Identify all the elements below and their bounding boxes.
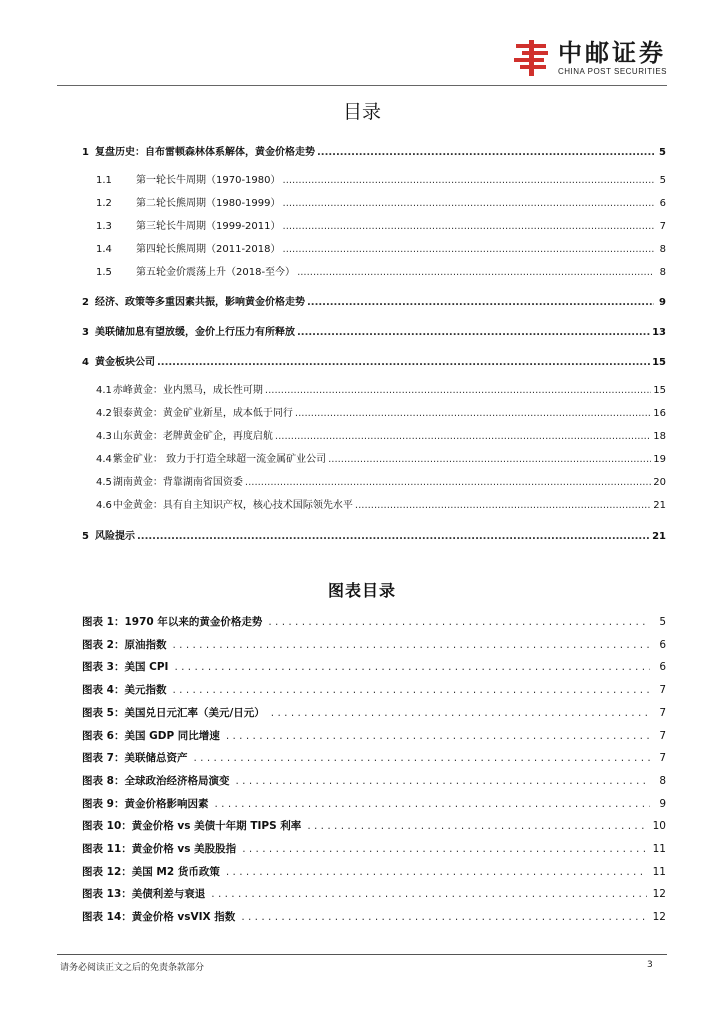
toc-entry-number: 4.3 — [96, 431, 112, 442]
toc-entry[interactable] — [82, 381, 666, 396]
figure-entry-page: 7 — [659, 684, 666, 696]
figure-leader-dots — [211, 888, 646, 900]
toc-entry-number: 1.4 — [96, 244, 112, 255]
figure-entry-label: 图表 1：1970 年以来的黄金价格走势 — [82, 616, 263, 628]
toc-entry-label: 第一轮长牛周期（1970-1980） — [136, 175, 281, 186]
footer-disclaimer: 请务必阅读正文之后的免责条款部分 — [60, 963, 205, 973]
toc-entry-page: 15 — [652, 357, 666, 368]
toc-entry-label: 第二轮长熊周期（1980-1999） — [136, 198, 281, 209]
toc-entry-number: 1 — [82, 147, 89, 158]
toc-title: 目录 — [342, 101, 381, 123]
brand-name-cn: 中邮证券 — [557, 39, 666, 67]
figure-entry[interactable] — [82, 909, 666, 924]
figure-leader-dots — [226, 730, 650, 742]
figure-leader-dots — [242, 843, 646, 855]
toc-entry-page: 6 — [659, 198, 666, 209]
figure-entry[interactable] — [82, 705, 666, 720]
page-header — [0, 0, 724, 90]
figure-entry[interactable] — [82, 614, 666, 629]
figure-entry[interactable] — [82, 750, 666, 765]
toc-entry-label: 经济、政策等多重因素共振，影响黄金价格走势 — [94, 297, 305, 308]
toc-entry-label: 中金黄金：具有自主知识产权，核心技术国际领先水平 — [112, 500, 353, 511]
figure-entry-label: 图表 2：原油指数 — [82, 639, 167, 651]
toc-leader-dots — [283, 244, 654, 255]
toc-entry-page: 19 — [653, 454, 666, 465]
toc-entry-page: 13 — [652, 327, 666, 338]
figure-leader-dots — [307, 820, 646, 832]
figure-entry[interactable] — [82, 886, 666, 901]
header-divider — [57, 85, 667, 86]
figure-entry-label: 图表 10：黄金价格 vs 美债十年期 TIPS 利率 — [82, 820, 302, 832]
figure-entry-page: 11 — [652, 843, 666, 855]
figure-entry-label: 图表 8：全球政治经济格局演变 — [82, 775, 230, 787]
toc-leader-dots — [295, 408, 651, 419]
figure-entry-page: 8 — [659, 775, 666, 787]
toc-entry-number: 4.5 — [96, 477, 112, 488]
toc-entry-label: 银泰黄金：黄金矿业新星，成本低于同行 — [112, 408, 293, 419]
figure-entry[interactable] — [82, 841, 666, 856]
figure-entry-label: 图表 11：黄金价格 vs 美股股指 — [82, 843, 237, 855]
toc-entry[interactable] — [82, 427, 666, 442]
toc-leader-dots — [265, 385, 651, 396]
figure-leader-dots — [193, 752, 650, 764]
figure-entry-label: 图表 12：美国 M2 货币政策 — [82, 866, 220, 878]
toc-entry-number: 3 — [82, 327, 89, 338]
brand-name-en: CHINA POST SECURITIES — [557, 67, 667, 76]
toc-entry-page: 7 — [659, 221, 666, 232]
china-post-logo-icon — [512, 38, 552, 78]
toc-entry-page: 21 — [652, 531, 666, 542]
toc-entry[interactable] — [82, 143, 666, 158]
toc-entry[interactable] — [82, 217, 666, 232]
toc-entry-number: 4.1 — [96, 385, 112, 396]
toc-entry[interactable] — [82, 353, 666, 368]
figure-entry[interactable] — [82, 864, 666, 879]
figure-entry-label: 图表 5：美国兑日元汇率（美元/日元） — [82, 707, 265, 719]
toc-entry-page: 5 — [659, 175, 666, 186]
toc-leader-dots — [297, 327, 650, 338]
figure-entry[interactable] — [82, 637, 666, 652]
toc-leader-dots — [355, 500, 651, 511]
figure-leader-dots — [271, 707, 650, 719]
figure-leader-dots — [226, 866, 647, 878]
toc-entry-page: 16 — [653, 408, 666, 419]
figure-entry[interactable] — [82, 659, 666, 674]
toc-entry-number: 4.6 — [96, 500, 112, 511]
figure-entry[interactable] — [82, 682, 666, 697]
toc-entry-page: 20 — [653, 477, 666, 488]
toc-entry[interactable] — [82, 450, 666, 465]
toc-leader-dots — [297, 267, 654, 278]
figure-entry[interactable] — [82, 818, 666, 833]
toc-entry[interactable] — [82, 194, 666, 209]
toc-entry[interactable] — [82, 473, 666, 488]
toc-entry-page: 9 — [659, 297, 666, 308]
toc-entry-page: 5 — [659, 147, 666, 158]
figure-entry-page: 11 — [652, 866, 666, 878]
toc-entry-number: 1.3 — [96, 221, 112, 232]
toc-entry-label: 风险提示 — [94, 531, 135, 542]
toc-entry-label: 赤峰黄金：业内黑马，成长性可期 — [112, 385, 263, 396]
toc-leader-dots — [157, 357, 650, 368]
toc-entry-number: 2 — [82, 297, 89, 308]
figure-entry-label: 图表 9：黄金价格影响因素 — [82, 798, 209, 810]
figure-entry-page: 7 — [659, 730, 666, 742]
toc-entry[interactable] — [82, 527, 666, 542]
toc-leader-dots — [328, 454, 651, 465]
toc-entry[interactable] — [82, 404, 666, 419]
toc-leader-dots — [317, 147, 654, 158]
toc-entry-number: 4 — [82, 357, 89, 368]
figure-entry-page: 6 — [659, 661, 666, 673]
figure-entry-page: 12 — [652, 888, 666, 900]
figure-entry-label: 图表 13：美债利差与衰退 — [82, 888, 206, 900]
toc-entry-label: 第四轮长熊周期（2011-2018） — [136, 244, 281, 255]
toc-entry-page: 8 — [659, 267, 666, 278]
toc-entry-number: 1.1 — [96, 175, 112, 186]
figure-entry[interactable] — [82, 773, 666, 788]
toc-leader-dots — [283, 175, 654, 186]
figure-entry-page: 7 — [659, 707, 666, 719]
toc-entry-label: 山东黄金：老牌黄金矿企，再度启航 — [112, 431, 273, 442]
toc-leader-dots — [275, 431, 651, 442]
toc-entry-label: 第三轮长牛周期（1999-2011） — [136, 221, 281, 232]
toc-entry-label: 湖南黄金：背靠湖南省国资委 — [112, 477, 243, 488]
figure-entry-label: 图表 7：美联储总资产 — [82, 752, 188, 764]
figure-leader-dots — [172, 639, 650, 651]
toc-entry-label: 紫金矿业： 致力于打造全球超一流金属矿业公司 — [112, 454, 327, 465]
toc-entry-page: 8 — [659, 244, 666, 255]
figure-entry-page: 9 — [659, 798, 666, 810]
figure-leader-dots — [268, 616, 650, 628]
footer-divider — [57, 954, 667, 955]
toc-entry-number: 1.2 — [96, 198, 112, 209]
toc-entry-number: 4.2 — [96, 408, 112, 419]
figure-entry-label: 图表 14：黄金价格 vsVIX 指数 — [82, 911, 236, 923]
toc-leader-dots — [245, 477, 651, 488]
toc-entry-page: 18 — [653, 431, 666, 442]
toc-entry[interactable] — [82, 496, 666, 511]
figure-leader-dots — [174, 661, 650, 673]
toc-entry-number: 1.5 — [96, 267, 112, 278]
page-number: 3 — [647, 960, 653, 970]
figure-entry-label: 图表 3：美国 CPI — [82, 661, 169, 673]
toc-leader-dots — [283, 198, 654, 209]
toc-entry-page: 21 — [653, 500, 666, 511]
toc-leader-dots — [137, 531, 650, 542]
figure-entry[interactable] — [82, 796, 666, 811]
figure-leader-dots — [214, 798, 650, 810]
figure-entry-page: 10 — [652, 820, 666, 832]
figure-entry-page: 6 — [659, 639, 666, 651]
toc-entry-number: 4.4 — [96, 454, 112, 465]
figure-leader-dots — [241, 911, 646, 923]
toc-entry-label: 美联储加息有望放缓，金价上行压力有所释放 — [94, 327, 295, 338]
toc-entry-label: 黄金板块公司 — [94, 357, 155, 368]
toc-entry[interactable] — [82, 323, 666, 338]
toc-entry[interactable] — [82, 171, 666, 186]
toc-entry[interactable] — [82, 263, 666, 278]
figures-title: 图表目录 — [327, 581, 396, 600]
figure-entry-page: 5 — [659, 616, 666, 628]
toc-leader-dots — [307, 297, 654, 308]
toc-entry-page: 15 — [653, 385, 666, 396]
toc-entry-number: 5 — [82, 531, 89, 542]
figure-entry[interactable] — [82, 728, 666, 743]
figure-leader-dots — [235, 775, 650, 787]
figure-entry-page: 7 — [659, 752, 666, 764]
figure-entry-label: 图表 6：美国 GDP 同比增速 — [82, 730, 220, 742]
toc-entry[interactable] — [82, 293, 666, 308]
brand-logo — [512, 38, 667, 78]
toc-entry-label: 第五轮金价震荡上升（2018-至今） — [136, 267, 296, 278]
figure-entry-page: 12 — [652, 911, 666, 923]
figure-leader-dots — [172, 684, 650, 696]
toc-entry[interactable] — [82, 240, 666, 255]
toc-entry-label: 复盘历史：自布雷顿森林体系解体，黄金价格走势 — [94, 147, 315, 158]
figure-entry-label: 图表 4：美元指数 — [82, 684, 167, 696]
toc-leader-dots — [283, 221, 654, 232]
